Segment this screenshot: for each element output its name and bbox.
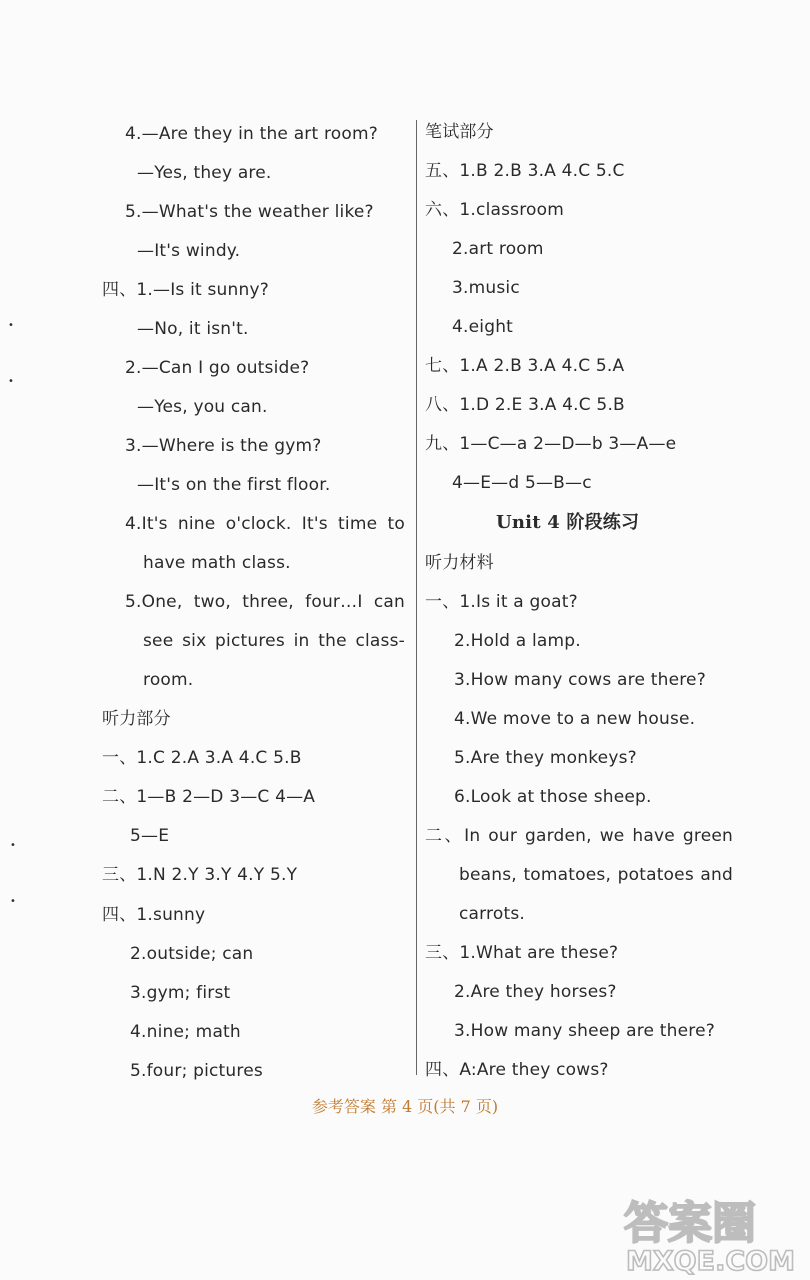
watermark-text-url: MXQE.COM <box>626 1246 795 1275</box>
answer-line: 3.—Where is the gym? <box>125 436 322 456</box>
answer-line: 五、1.B 2.B 3.A 4.C 5.C <box>425 161 625 181</box>
answer-line: 4.We move to a new house. <box>454 709 696 729</box>
answer-line: —Yes, you can. <box>137 397 268 417</box>
answer-line: see six pictures in the class- <box>143 631 405 651</box>
answer-line: 三、1.What are these? <box>425 943 619 963</box>
section-heading: 听力材料 <box>425 553 494 573</box>
answer-line: 七、1.A 2.B 3.A 4.C 5.A <box>425 356 625 376</box>
answer-line: 二、1—B 2—D 3—C 4—A <box>102 787 316 807</box>
answer-line: 2.Hold a lamp. <box>454 631 581 651</box>
answer-line: 六、1.classroom <box>425 200 564 220</box>
answer-line: —No, it isn't. <box>137 319 249 339</box>
margin-dot: • <box>10 840 16 851</box>
unit-title: Unit 4 阶段练习 <box>496 512 640 533</box>
answer-line: 3.How many cows are there? <box>454 670 706 690</box>
answer-line: 四、1.sunny <box>102 905 206 925</box>
margin-dot: • <box>8 376 14 387</box>
answer-line: 5.Are they monkeys? <box>454 748 637 768</box>
answer-line: beans, tomatoes, potatoes and <box>459 865 733 885</box>
answer-line: 3.gym; first <box>130 983 231 1003</box>
answer-line: 5.—What's the weather like? <box>125 202 374 222</box>
answer-line: 4.It's nine o'clock. It's time to <box>125 514 405 534</box>
answer-line: 3.How many sheep are there? <box>454 1021 715 1041</box>
section-heading: 笔试部分 <box>425 122 494 142</box>
answer-line: —It's on the first floor. <box>137 475 331 495</box>
answer-line: 4.eight <box>452 317 514 337</box>
column-divider <box>416 120 417 1075</box>
section-heading: 听力部分 <box>102 709 171 729</box>
answer-line: 三、1.N 2.Y 3.Y 4.Y 5.Y <box>102 865 298 885</box>
answer-line: room. <box>143 670 194 690</box>
answer-line: 5.One, two, three, four…I can <box>125 592 405 612</box>
answer-line: 4.—Are they in the art room? <box>125 124 378 144</box>
watermark-logo <box>620 1190 800 1275</box>
answer-line: have math class. <box>143 553 291 573</box>
answer-line: —It's windy. <box>137 241 241 261</box>
answer-line: carrots. <box>459 904 525 924</box>
answer-line: 四、A:Are they cows? <box>425 1060 609 1080</box>
answer-line: 3.music <box>452 278 520 298</box>
answer-line: 6.Look at those sheep. <box>454 787 652 807</box>
answer-line: 2.outside; can <box>130 944 254 964</box>
answer-line: 八、1.D 2.E 3.A 4.C 5.B <box>425 395 625 415</box>
answer-line: 4—E—d 5—B—c <box>452 473 592 493</box>
answer-line: 2.Are they horses? <box>454 982 617 1002</box>
answer-line: 2.—Can I go outside? <box>125 358 310 378</box>
answer-line: 4.nine; math <box>130 1022 241 1042</box>
answer-line: 二、In our garden, we have green <box>425 826 733 846</box>
margin-dot: • <box>10 896 16 907</box>
watermark-text-cn: 答案圈 <box>624 1198 756 1249</box>
margin-dot: • <box>8 320 14 331</box>
answer-line: 2.art room <box>452 239 544 259</box>
answer-line: 四、1.—Is it sunny? <box>102 280 269 300</box>
answer-line: 一、1.Is it a goat? <box>425 592 578 612</box>
answer-line: —Yes, they are. <box>137 163 272 183</box>
answer-line: 一、1.C 2.A 3.A 4.C 5.B <box>102 748 302 768</box>
page-footer: 参考答案 第 4 页(共 7 页) <box>311 1097 499 1116</box>
answer-line: 5.four; pictures <box>130 1061 263 1081</box>
answer-line: 5—E <box>130 826 170 846</box>
answer-line: 九、1—C—a 2—D—b 3—A—e <box>425 434 677 454</box>
